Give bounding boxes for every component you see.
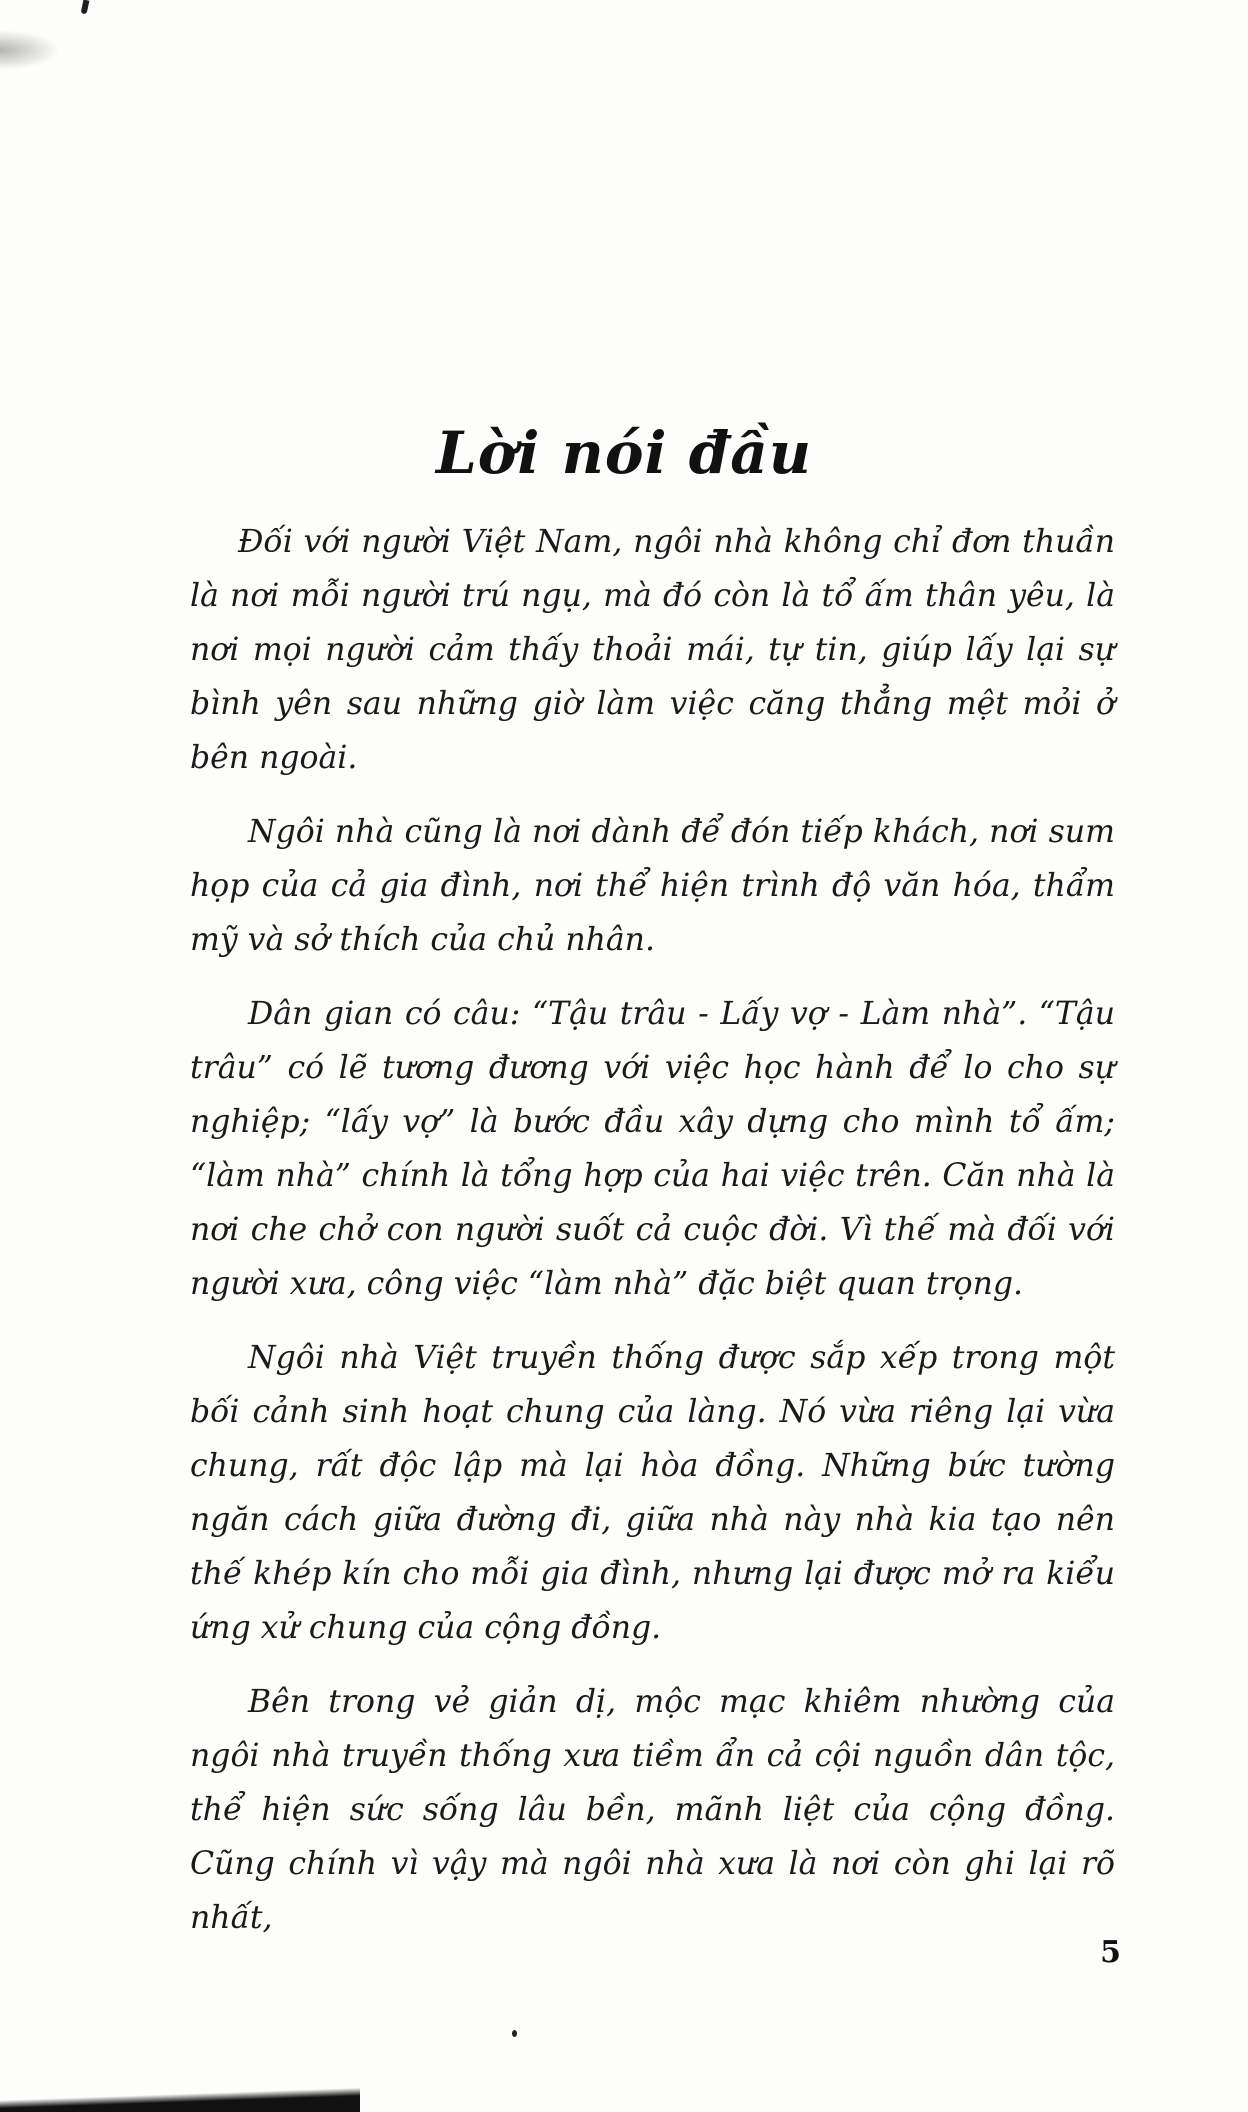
body-text bbox=[190, 515, 1115, 1965]
scan-mark bbox=[81, 0, 90, 14]
scan-edge bbox=[0, 2084, 360, 2112]
scan-speck bbox=[512, 2030, 517, 2037]
page-title: Lời nói đầu bbox=[435, 418, 813, 487]
paragraph-4: Ngôi nhà Việt truyền thống được sắp xếp trong một bối cảnh sinh hoạt chung của làng. Nó vừa riêng lại vừa chung, rất độc lập mà lại hòa đồng. Những bức tường ngăn cách giữa đường đi, giữa nhà này nhà kia tạo nên thế khép kín cho mỗi gia đình, nhưng lại được mở ra kiểu ứng xử chung của cộng đồng. bbox=[190, 1340, 1115, 1646]
paragraph-2: Ngôi nhà cũng là nơi dành để đón tiếp khách, nơi sum họp của cả gia đình, nơi thể hiện trình độ văn hóa, thẩm mỹ và sở thích của chủ nhân. bbox=[190, 814, 1115, 958]
scan-smudge bbox=[0, 30, 60, 70]
paragraph-3: Dân gian có câu: “Tậu trâu - Lấy vợ - Làm nhà”. “Tậu trâu” có lẽ tương đương với việc học hành để lo cho sự nghiệp; “lấy vợ” là bước đầu xây dựng cho mình tổ ấm; “làm nhà” chính là tổng hợp của hai việc trên. Căn nhà là nơi che chở con người suốt cả cuộc đời. Vì thế mà đối với người xưa, công việc “làm nhà” đặc biệt quan trọng. bbox=[190, 996, 1115, 1302]
paragraph-1: Đối với người Việt Nam, ngôi nhà không chỉ đơn thuần là nơi mỗi người trú ngụ, mà đó còn là tổ ấm thân yêu, là nơi mọi người cảm thấy thoải mái, tự tin, giúp lấy lại sự bình yên sau những giờ làm việc căng thẳng mệt mỏi ở bên ngoài. bbox=[190, 524, 1115, 776]
paragraph-5: Bên trong vẻ giản dị, mộc mạc khiêm nhường của ngôi nhà truyền thống xưa tiềm ẩn cả cội nguồn dân tộc, thể hiện sức sống lâu bền, mãnh liệt của cộng đồng. Cũng chính vì vậy mà ngôi nhà xưa là nơi còn ghi lại rõ nhất, bbox=[190, 1684, 1115, 1936]
page-number: 5 bbox=[1100, 1935, 1121, 1970]
